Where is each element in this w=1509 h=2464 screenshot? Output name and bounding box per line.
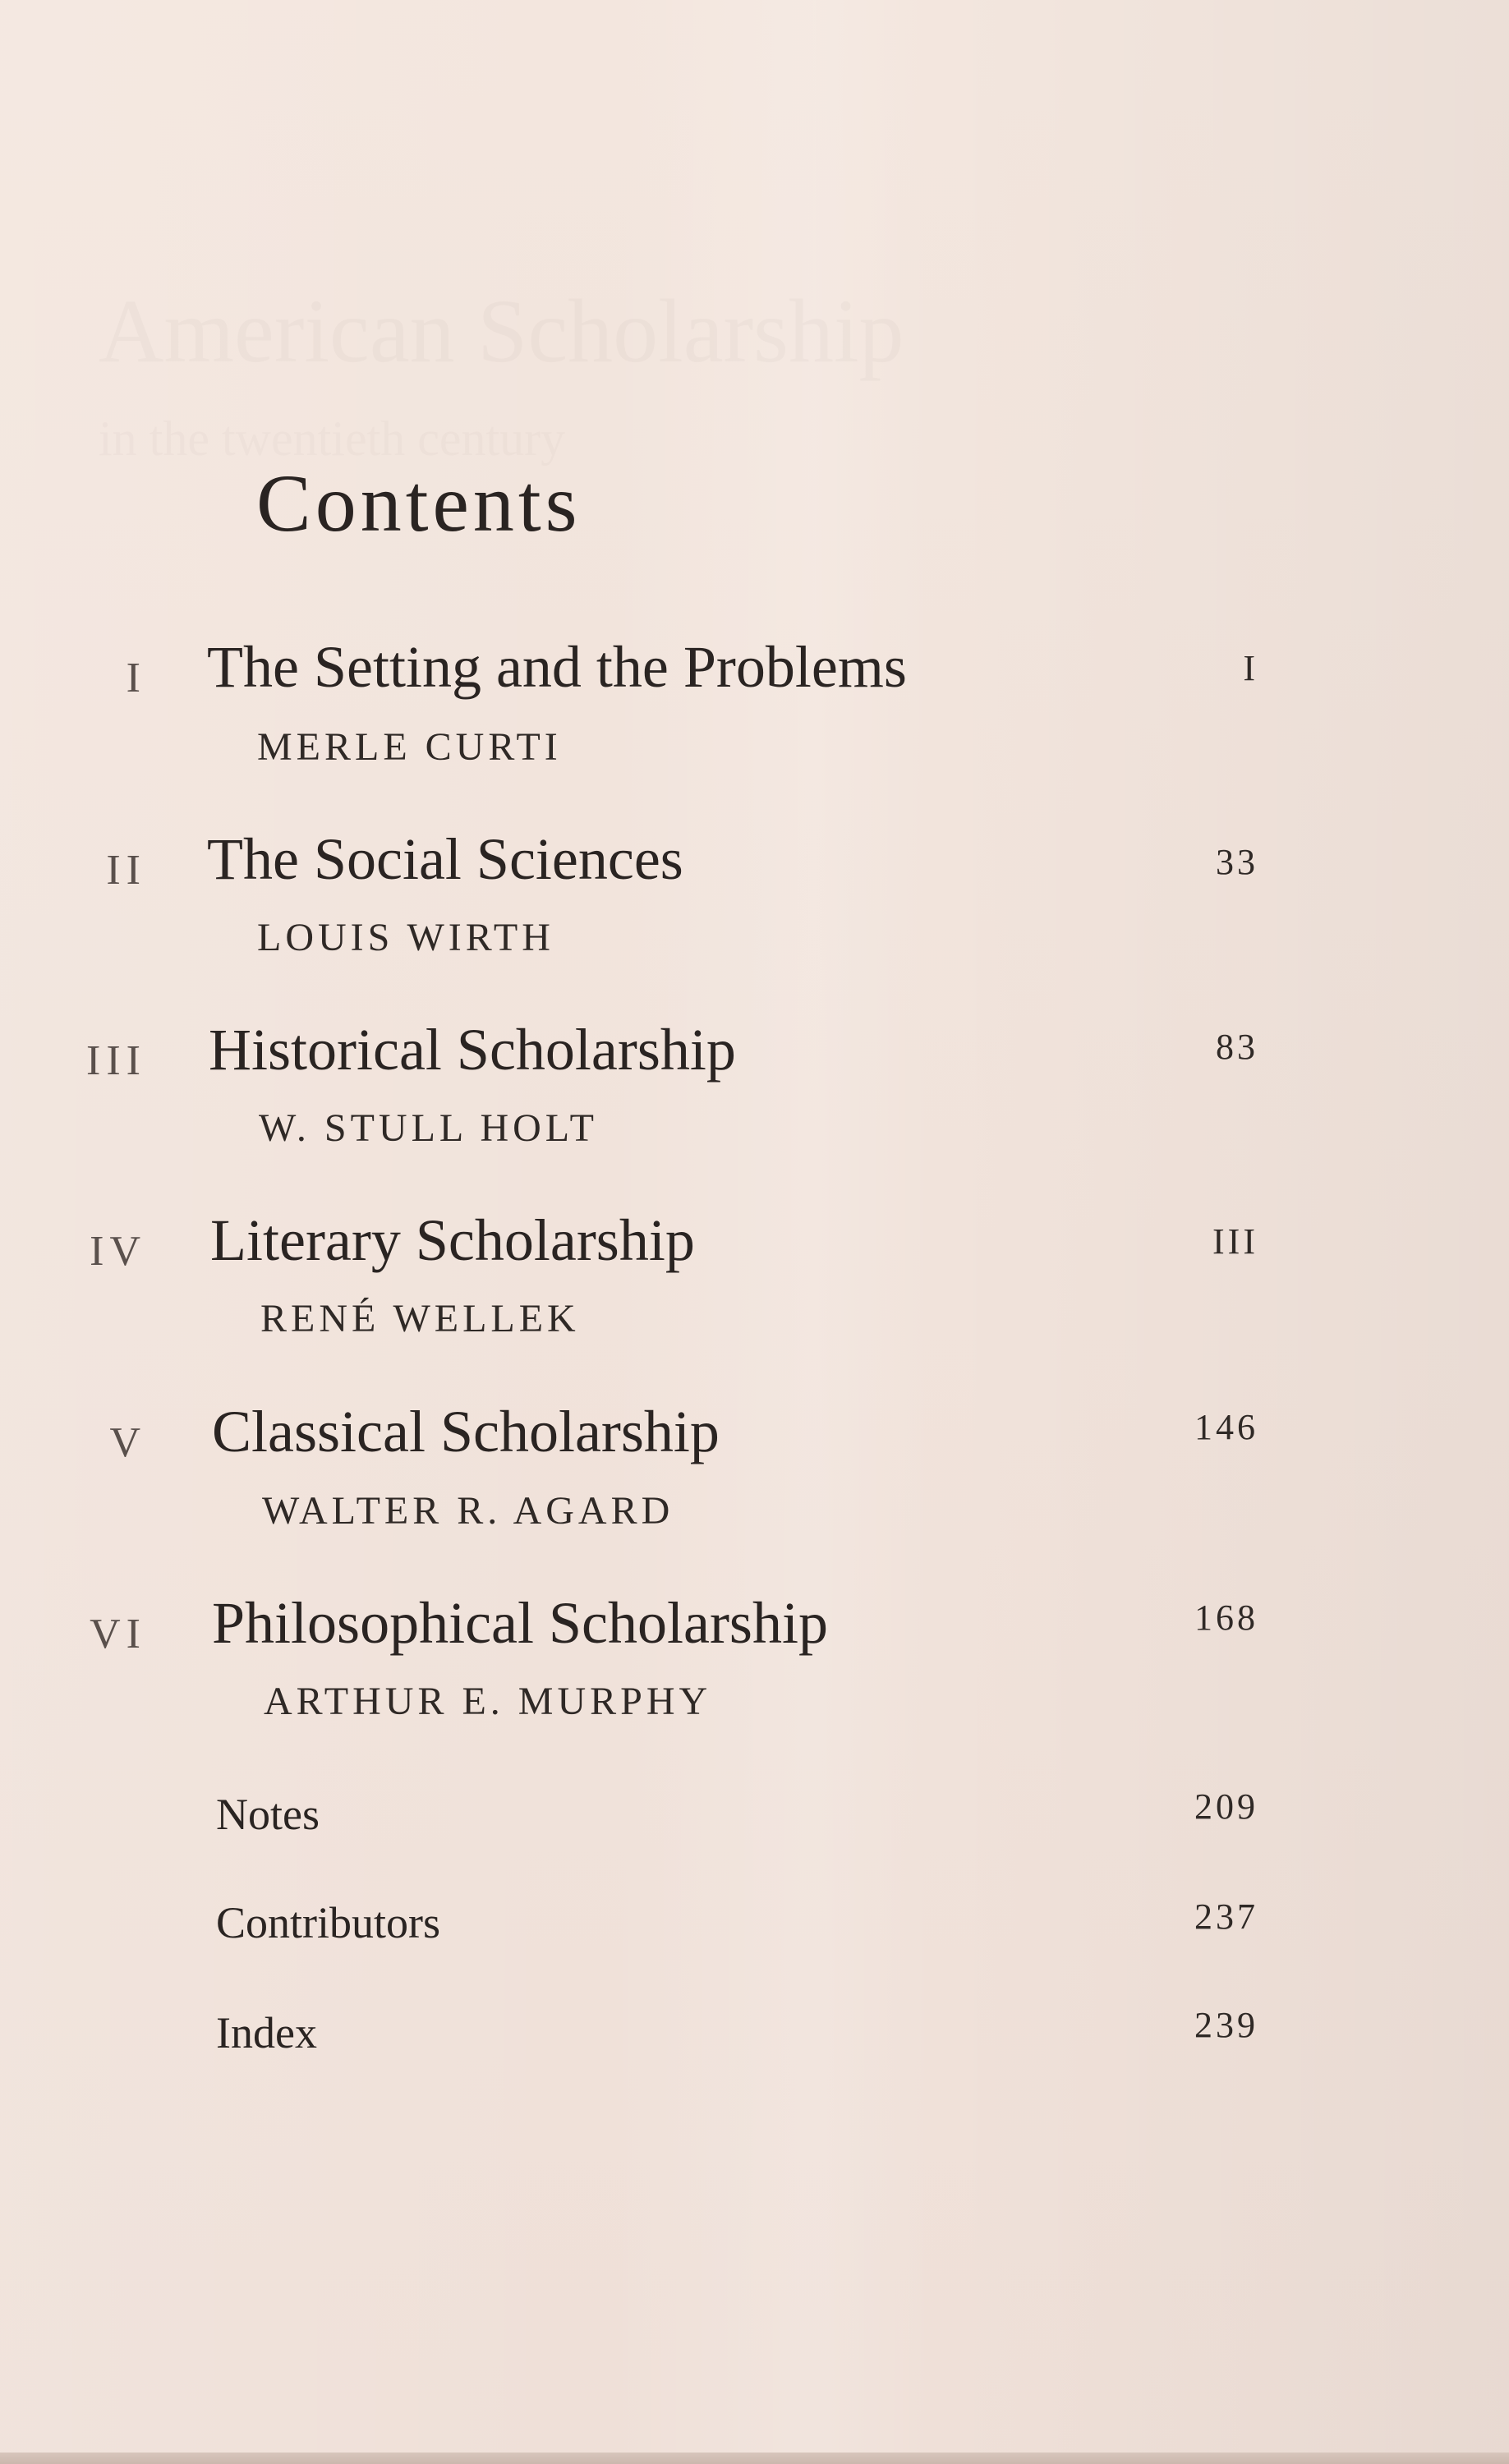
chapter-title: Historical Scholarship (209, 1017, 736, 1083)
page-bottom-edge (0, 2453, 1509, 2464)
chapter-number: II (106, 847, 146, 894)
back-matter-page-number: 209 (1194, 1786, 1258, 1827)
chapter-page-number: I (1243, 648, 1258, 688)
chapter-author: RENÉ WELLEK (260, 1297, 580, 1340)
back-matter-label: Notes (216, 1790, 320, 1839)
bleed-through-text (99, 279, 904, 384)
chapter-number: I (126, 655, 146, 701)
chapter-author: W. STULL HOLT (259, 1106, 598, 1150)
chapter-number: III (86, 1037, 146, 1084)
back-matter-label: Contributors (216, 1898, 441, 1947)
chapter-page-number: III (1212, 1221, 1258, 1262)
chapter-title: The Setting and the Problems (207, 634, 907, 700)
chapter-author: MERLE CURTI (257, 725, 562, 769)
chapter-author: LOUIS WIRTH (257, 916, 554, 959)
back-matter-page-number: 239 (1194, 2005, 1258, 2045)
back-matter-page-number: 237 (1194, 1896, 1258, 1937)
chapter-page-number: 83 (1216, 1027, 1258, 1067)
chapter-author: ARTHUR E. MURPHY (264, 1680, 712, 1723)
chapter-title: Literary Scholarship (210, 1207, 695, 1273)
chapter-number: V (109, 1419, 146, 1466)
page-title: Contents (256, 457, 582, 549)
chapter-title: The Social Sciences (207, 826, 683, 892)
chapter-page-number: 146 (1194, 1407, 1258, 1447)
chapter-number: VI (90, 1611, 146, 1657)
chapter-number: IV (90, 1228, 146, 1275)
back-matter-label: Index (216, 2008, 317, 2057)
chapter-page-number: 168 (1194, 1597, 1258, 1638)
chapter-page-number: 33 (1216, 842, 1258, 882)
chapter-title: Philosophical Scholarship (212, 1590, 828, 1656)
chapter-title: Classical Scholarship (212, 1399, 720, 1464)
chapter-author: WALTER R. AGARD (262, 1489, 674, 1533)
